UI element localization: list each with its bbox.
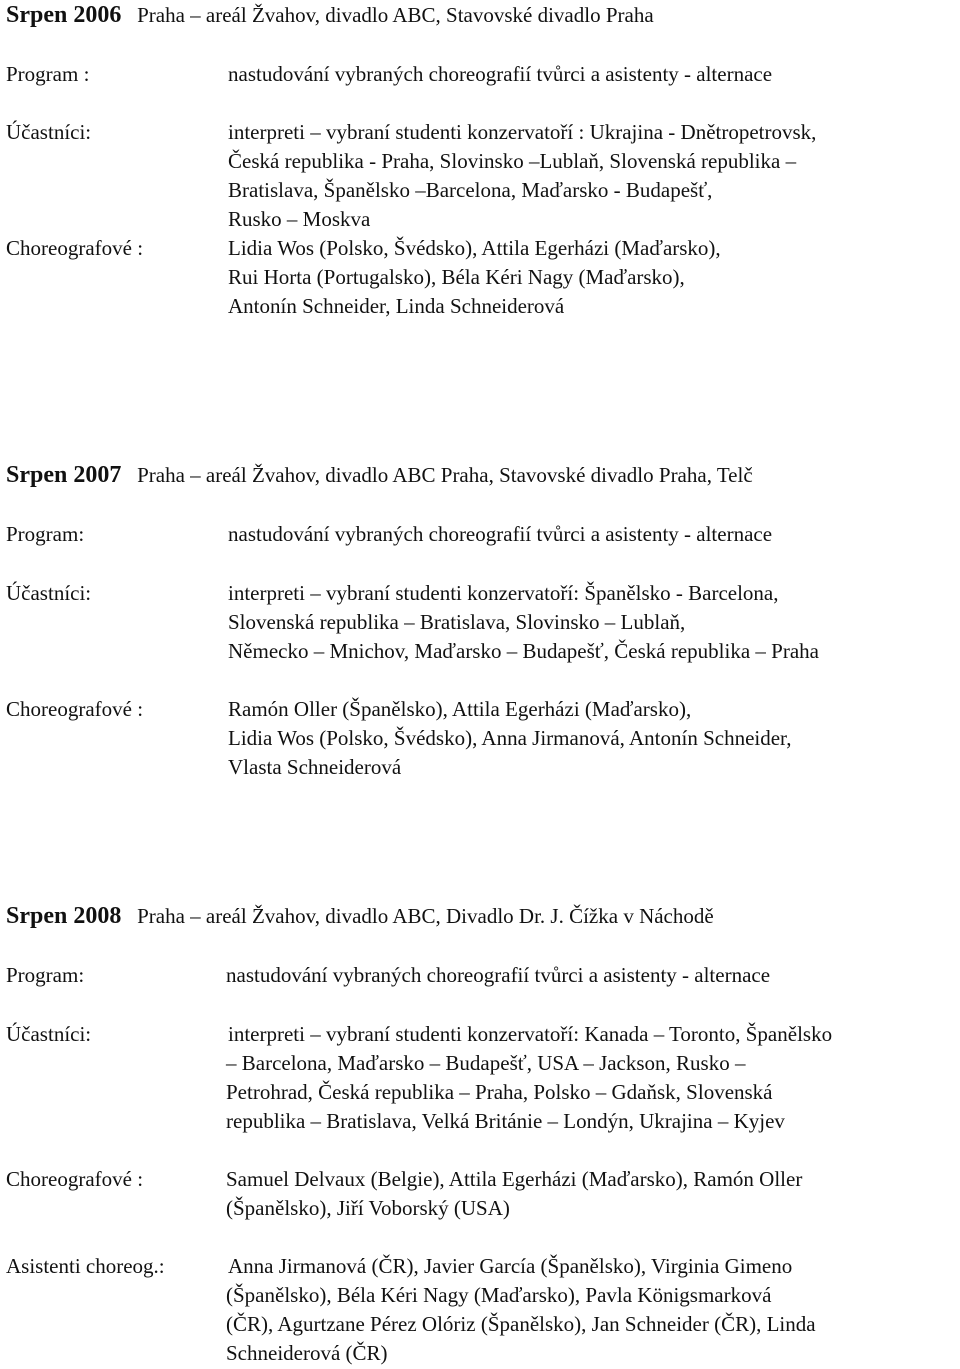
section-year: Srpen 2007 bbox=[6, 462, 122, 488]
program-value: nastudování vybraných choreografií tvůrci a asistenty - alternace bbox=[228, 62, 773, 86]
choreographers-line: Antonín Schneider, Linda Schneiderová bbox=[228, 294, 565, 318]
participants-line: interpreti – vybraní studenti konzervatoří: Španělsko - Barcelona, bbox=[228, 581, 779, 605]
participants-label: Účastníci: bbox=[6, 581, 92, 605]
assistants-line: (Španělsko), Béla Kéri Nagy (Maďarsko), Pavla Königsmarková bbox=[226, 1283, 772, 1307]
section-place: Praha – areál Žvahov, divadlo ABC Praha, Stavovské divadlo Praha, Telč bbox=[137, 463, 753, 487]
participants-line: Petrohrad, Česká republika – Praha, Polsko – Gdaňsk, Slovenská bbox=[226, 1080, 773, 1104]
assistants-line: Schneiderová (ČR) bbox=[226, 1341, 388, 1365]
choreographers-label: Choreografové : bbox=[6, 236, 144, 260]
section-place: Praha – areál Žvahov, divadlo ABC, Divadlo Dr. J. Čížka v Náchodě bbox=[137, 904, 714, 928]
section-2008-heading bbox=[6, 903, 714, 929]
choreographers-line: Vlasta Schneiderová bbox=[228, 755, 402, 779]
participants-line: Rusko – Moskva bbox=[228, 207, 371, 231]
participants-line: Bratislava, Španělsko –Barcelona, Maďarsko - Budapešť, bbox=[228, 178, 713, 202]
participants-line: republika – Bratislava, Velká Británie – Londýn, Ukrajina – Kyjev bbox=[226, 1109, 785, 1133]
section-year: Srpen 2008 bbox=[6, 903, 122, 929]
assistants-line: (ČR), Agurtzane Pérez Olóriz (Španělsko), Jan Schneider (ČR), Linda bbox=[226, 1312, 816, 1336]
program-value: nastudování vybraných choreografií tvůrci a asistenty - alternace bbox=[226, 963, 771, 987]
participants-line: interpreti – vybraní studenti konzervatoří: Kanada – Toronto, Španělsko bbox=[228, 1022, 833, 1046]
participants-line: – Barcelona, Maďarsko – Budapešť, USA – Jackson, Rusko – bbox=[226, 1051, 746, 1075]
assistants-label: Asistenti choreog.: bbox=[6, 1254, 165, 1278]
program-label: Program: bbox=[6, 522, 85, 546]
section-2007-heading bbox=[6, 462, 753, 488]
participants-line: Česká republika - Praha, Slovinsko –Lublaň, Slovenská republika – bbox=[228, 149, 797, 173]
participants-label: Účastníci: bbox=[6, 1022, 92, 1046]
choreographers-line: Lidia Wos (Polsko, Švédsko), Attila Egerházi (Maďarsko), bbox=[228, 236, 721, 260]
participants-line: Německo – Mnichov, Maďarsko – Budapešť, Česká republika – Praha bbox=[228, 639, 819, 663]
choreographers-label: Choreografové : bbox=[6, 1167, 144, 1191]
choreographers-line: (Španělsko), Jiří Voborský (USA) bbox=[226, 1196, 510, 1220]
participants-label: Účastníci: bbox=[6, 120, 92, 144]
choreographers-line: Samuel Delvaux (Belgie), Attila Egerházi (Maďarsko), Ramón Oller bbox=[226, 1167, 803, 1191]
choreographers-line: Rui Horta (Portugalsko), Béla Kéri Nagy (Maďarsko), bbox=[228, 265, 685, 289]
assistants-line: Anna Jirmanová (ČR), Javier García (Španělsko), Virginia Gimeno bbox=[228, 1254, 793, 1278]
choreographers-line: Ramón Oller (Španělsko), Attila Egerházi (Maďarsko), bbox=[228, 697, 692, 721]
participants-line: interpreti – vybraní studenti konzervatoří : Ukrajina - Dnětropetrovsk, bbox=[228, 120, 817, 144]
program-label: Program : bbox=[6, 62, 90, 86]
section-2006-heading bbox=[6, 2, 654, 28]
section-year: Srpen 2006 bbox=[6, 2, 122, 28]
section-place: Praha – areál Žvahov, divadlo ABC, Stavovské divadlo Praha bbox=[137, 3, 654, 27]
program-value: nastudování vybraných choreografií tvůrci a asistenty - alternace bbox=[228, 522, 773, 546]
participants-line: Slovenská republika – Bratislava, Slovinsko – Lublaň, bbox=[228, 610, 686, 634]
program-label: Program: bbox=[6, 963, 85, 987]
choreographers-label: Choreografové : bbox=[6, 697, 144, 721]
choreographers-line: Lidia Wos (Polsko, Švédsko), Anna Jirmanová, Antonín Schneider, bbox=[228, 726, 792, 750]
